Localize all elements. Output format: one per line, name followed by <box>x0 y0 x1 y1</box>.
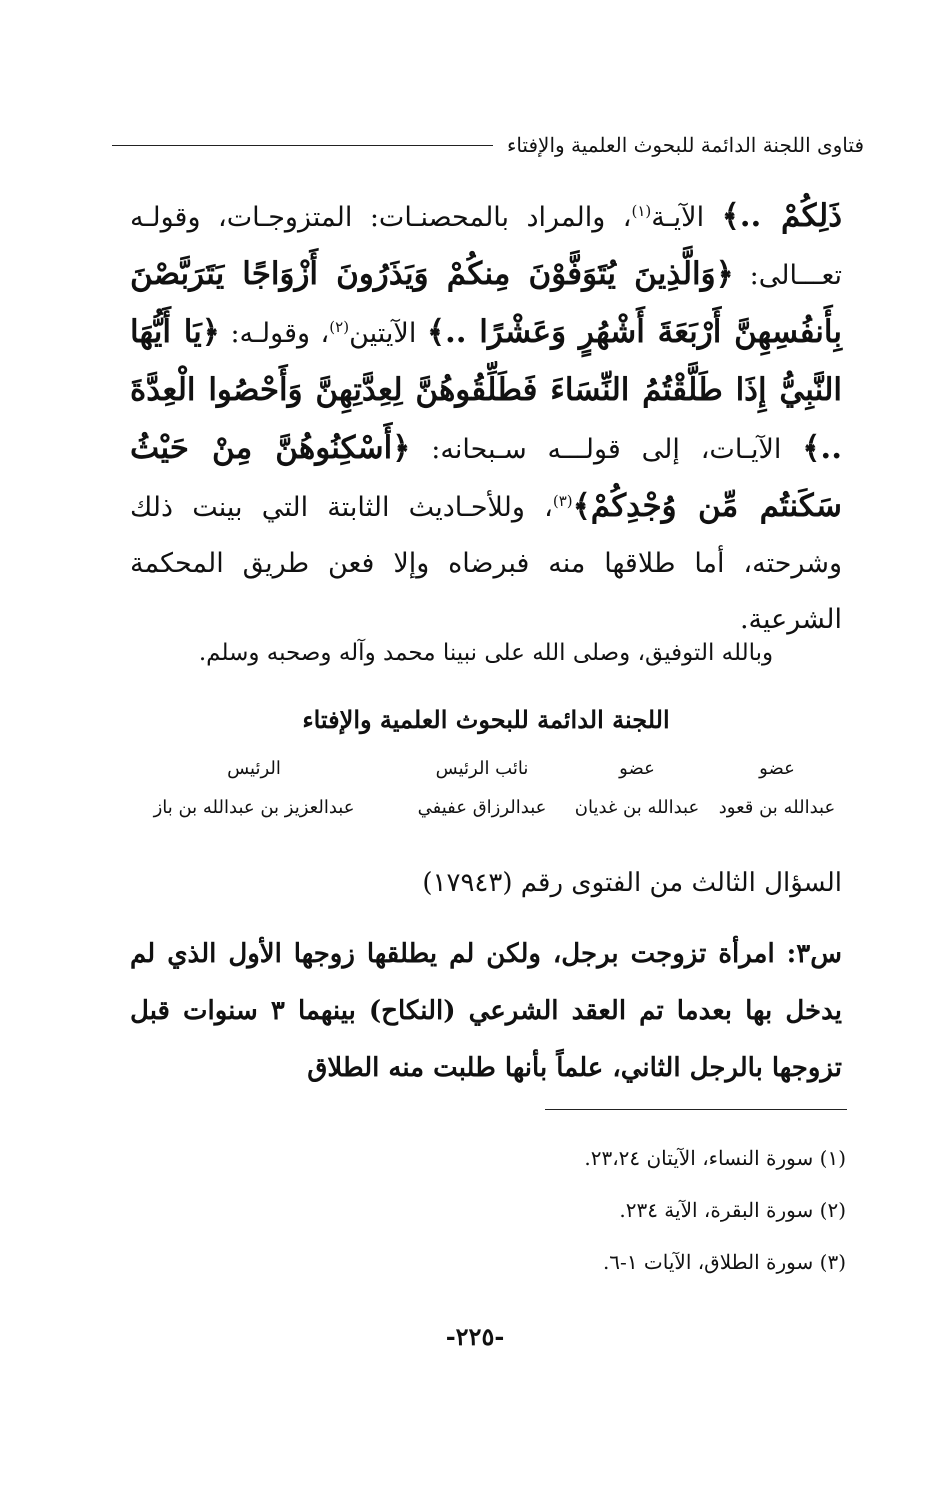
signatory-role: عضو <box>619 758 655 779</box>
footnote-ref: (١) <box>631 202 652 220</box>
question-text: س٣: امرأة تزوجت برجل، ولكن لم يطلقها زوجها الأول الذي لم يدخل بها بعدما تم العقد الشرعي (النكاح) بينهما ٣ سنوات قبل تزوجها بالرجل الثاني، علماً بأنها طلبت منه الطلاق <box>130 939 842 1083</box>
fatwa-answer-text <box>130 188 842 648</box>
answer-paragraph <box>130 188 842 648</box>
quran-quote: ذَلِكُمْ ..﴾ <box>721 198 842 234</box>
signatory-name: عبدالرزاق عفيفي <box>417 797 547 818</box>
committee-name: اللجنة الدائمة للبحوث العلمية والإفتاء <box>302 705 670 734</box>
footnote-ref: (٣) <box>552 492 573 510</box>
footnote: (٣) سورة الطلاق، الآيات ١-٦. <box>602 1250 846 1274</box>
closing-line: وبالله التوفيق، وصلى الله على نبينا محمد وآله وصحبه وسلم. <box>198 640 774 666</box>
signatory-name: عبدالعزيز بن عبدالله بن باز <box>153 797 355 818</box>
quran-quote: ﴿أَسْكِنُوهُنَّ مِنْ حَيْثُ سَكَنتُم مِّن وُجْدِكُمْ﴾ <box>130 430 843 524</box>
footnote: (٢) سورة البقرة، الآية ٢٣٤. <box>619 1198 846 1222</box>
running-header-title: فتاوى اللجنة الدائمة للبحوث العلمية والإفتاء <box>506 133 864 157</box>
footnote-rule <box>545 1109 847 1110</box>
body-text: الآيـة <box>651 202 722 233</box>
signatories-table <box>106 758 842 818</box>
signatory-role: نائب الرئيس <box>435 758 529 779</box>
footnotes <box>134 1132 846 1288</box>
body-text: ، وللأحـاديث الثابتة التي بينت ذلك وشرحته، أما طلاقها منه فبرضاه وإلا فعن طريق المحكمة الشرعية. <box>130 492 842 635</box>
body-text: ، والمراد بالمحصنـات: المتزوجـات، وقولـه تعـــالى: <box>130 202 842 291</box>
signatory-name: عبدالله بن قعود <box>718 797 836 818</box>
signatory-role: عضو <box>759 758 795 779</box>
body-text: الآيـات، إلى قولـــه سـبحانه: <box>410 434 803 465</box>
page-number: -٢٢٥- <box>445 1322 505 1351</box>
signatory-name: عبدالله بن غديان <box>574 797 700 818</box>
question-heading: السؤال الثالث من الفتوى رقم (١٧٩٤٣) <box>422 868 842 898</box>
footnote-ref: (٢) <box>329 318 350 336</box>
signatory-role: الرئيس <box>227 758 281 779</box>
body-text: الآيتين <box>349 318 427 349</box>
footnote: (١) سورة النساء، الآيتان ٢٣،٢٤. <box>584 1146 846 1170</box>
quran-quote: ﴿يَا أَيُّهَا النَّبِيُّ إِذَا طَلَّقْتُمُ النِّسَاءَ فَطَلِّقُوهُنَّ لِعِدَّتِهِنَّ وَأَحْصُوا الْعِدَّةَ ..﴾ <box>130 314 842 466</box>
body-text: ، وقولـه: <box>219 318 330 349</box>
running-header <box>112 128 864 162</box>
header-rule <box>112 145 493 146</box>
quran-quote: ﴿وَالَّذِينَ يُتَوَفَّوْنَ مِنكُمْ وَيَذَرُونَ أَزْوَاجًا يَتَرَبَّصْنَ بِأَنفُسِهِنَّ أَرْبَعَةَ أَشْهُرٍ وَعَشْرًا ..﴾ <box>130 256 842 350</box>
